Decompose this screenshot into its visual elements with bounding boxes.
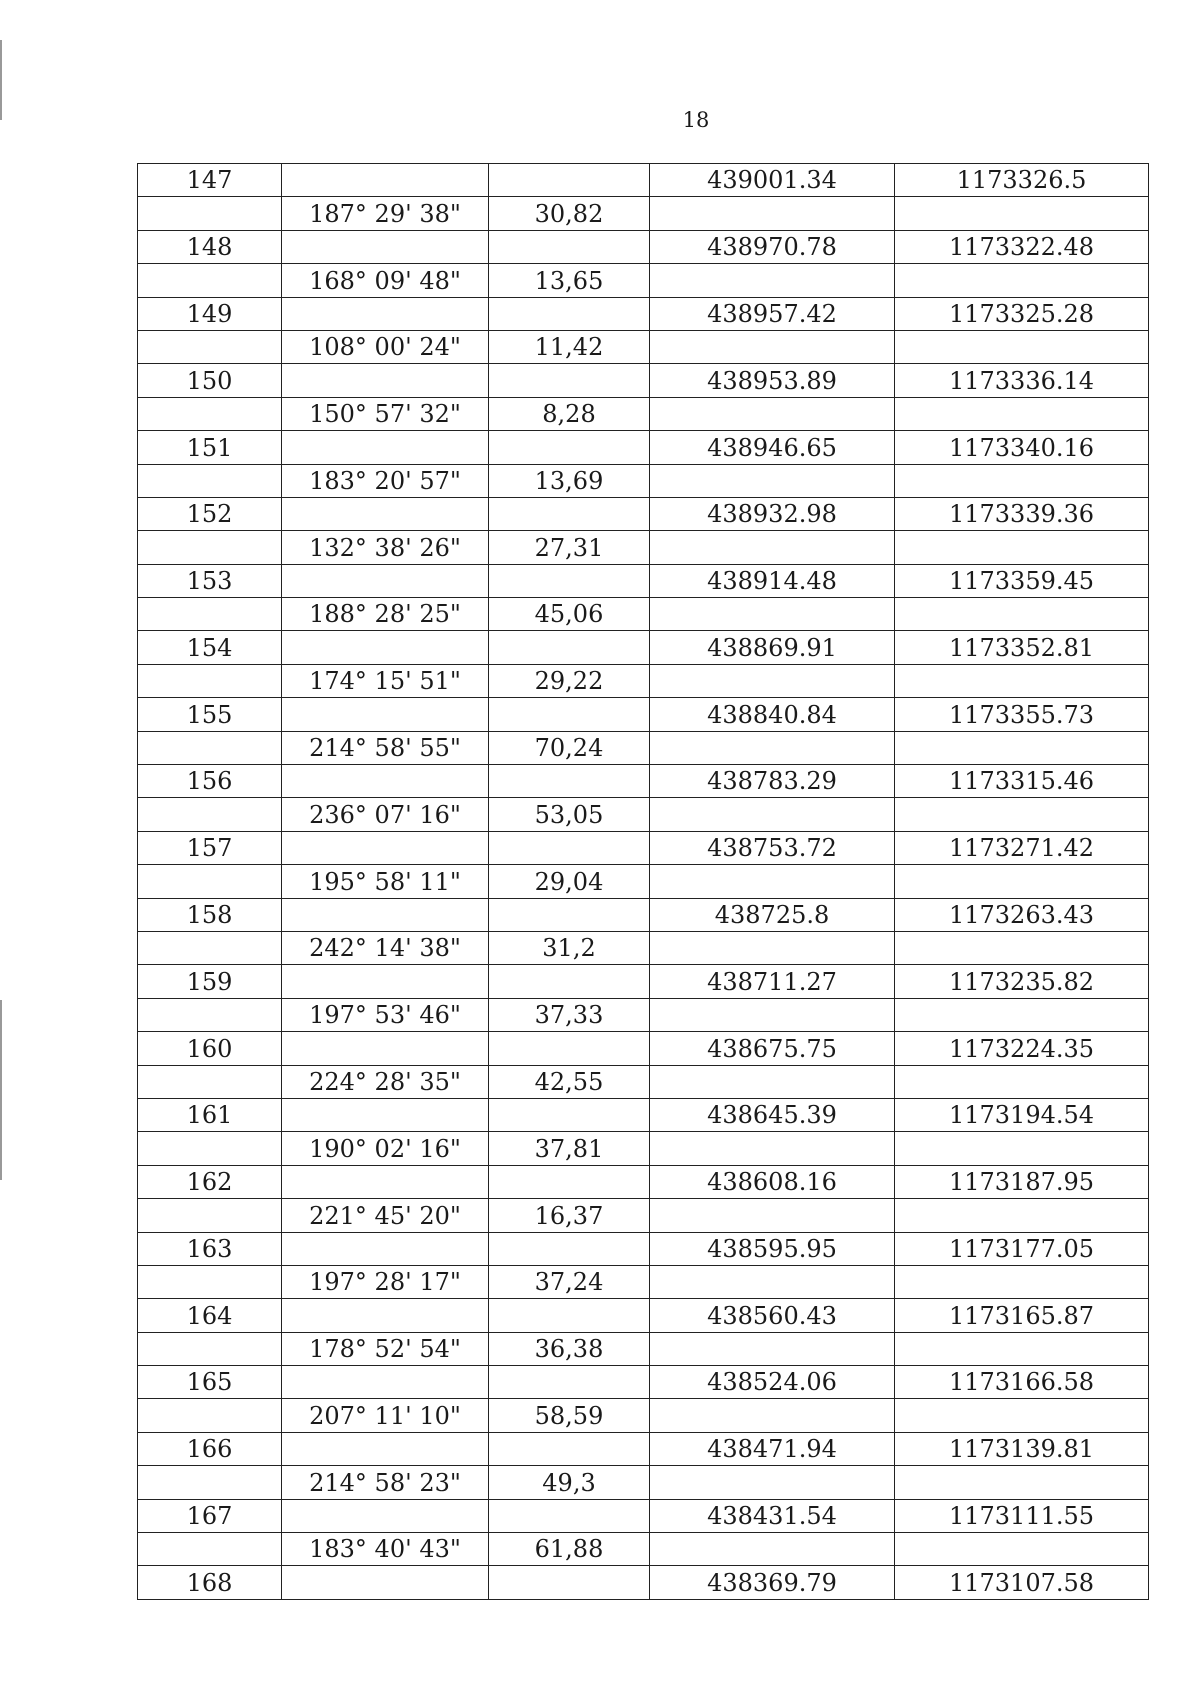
x-coordinate-cell: 439001.34 xyxy=(650,164,895,197)
point-number-cell xyxy=(138,731,282,764)
point-number-cell xyxy=(138,264,282,297)
y-coordinate-cell: 1173263.43 xyxy=(895,898,1149,931)
y-coordinate-cell xyxy=(895,1332,1149,1365)
x-coordinate-cell xyxy=(650,798,895,831)
point-number-cell: 162 xyxy=(138,1165,282,1198)
distance-cell: 29,22 xyxy=(489,664,650,697)
table-row xyxy=(138,698,1149,731)
distance-cell xyxy=(489,1032,650,1065)
y-coordinate-cell: 1173322.48 xyxy=(895,230,1149,263)
y-coordinate-cell xyxy=(895,798,1149,831)
table-row xyxy=(138,330,1149,363)
y-coordinate-cell: 1173194.54 xyxy=(895,1098,1149,1131)
bearing-angle-cell: 195° 58' 11" xyxy=(282,865,489,898)
distance-cell xyxy=(489,1366,650,1399)
bearing-angle-cell: 207° 11' 10" xyxy=(282,1399,489,1432)
table-row xyxy=(138,364,1149,397)
distance-cell xyxy=(489,1499,650,1532)
distance-cell: 53,05 xyxy=(489,798,650,831)
x-coordinate-cell xyxy=(650,531,895,564)
bearing-angle-cell xyxy=(282,1032,489,1065)
x-coordinate-cell xyxy=(650,464,895,497)
x-coordinate-cell: 438957.42 xyxy=(650,297,895,330)
distance-cell xyxy=(489,497,650,530)
x-coordinate-cell xyxy=(650,1132,895,1165)
y-coordinate-cell xyxy=(895,1399,1149,1432)
point-number-cell: 155 xyxy=(138,698,282,731)
bearing-angle-cell: 174° 15' 51" xyxy=(282,664,489,697)
distance-cell xyxy=(489,364,650,397)
bearing-angle-cell: 183° 40' 43" xyxy=(282,1533,489,1566)
y-coordinate-cell: 1173107.58 xyxy=(895,1566,1149,1599)
x-coordinate-cell: 438753.72 xyxy=(650,831,895,864)
y-coordinate-cell xyxy=(895,330,1149,363)
bearing-angle-cell: 197° 28' 17" xyxy=(282,1265,489,1298)
x-coordinate-cell xyxy=(650,1399,895,1432)
x-coordinate-cell xyxy=(650,731,895,764)
x-coordinate-cell: 438914.48 xyxy=(650,564,895,597)
bearing-angle-cell: 108° 00' 24" xyxy=(282,330,489,363)
point-number-cell xyxy=(138,330,282,363)
point-number-cell: 161 xyxy=(138,1098,282,1131)
point-number-cell xyxy=(138,197,282,230)
distance-cell xyxy=(489,1098,650,1131)
x-coordinate-cell xyxy=(650,1199,895,1232)
x-coordinate-cell: 438711.27 xyxy=(650,965,895,998)
point-number-cell xyxy=(138,931,282,964)
distance-cell xyxy=(489,164,650,197)
table-row xyxy=(138,297,1149,330)
y-coordinate-cell xyxy=(895,397,1149,430)
distance-cell xyxy=(489,297,650,330)
distance-cell: 70,24 xyxy=(489,731,650,764)
x-coordinate-cell: 438560.43 xyxy=(650,1299,895,1332)
distance-cell xyxy=(489,1432,650,1465)
x-coordinate-cell: 438431.54 xyxy=(650,1499,895,1532)
point-number-cell: 156 xyxy=(138,765,282,798)
distance-cell xyxy=(489,564,650,597)
table-row xyxy=(138,1366,1149,1399)
x-coordinate-cell xyxy=(650,197,895,230)
y-coordinate-cell: 1173224.35 xyxy=(895,1032,1149,1065)
table-row xyxy=(138,197,1149,230)
bearing-angle-cell xyxy=(282,1098,489,1131)
y-coordinate-cell: 1173187.95 xyxy=(895,1165,1149,1198)
x-coordinate-cell: 438932.98 xyxy=(650,497,895,530)
y-coordinate-cell: 1173111.55 xyxy=(895,1499,1149,1532)
point-number-cell xyxy=(138,1199,282,1232)
bearing-angle-cell: 188° 28' 25" xyxy=(282,598,489,631)
point-number-cell: 148 xyxy=(138,230,282,263)
point-number-cell: 164 xyxy=(138,1299,282,1332)
y-coordinate-cell xyxy=(895,1132,1149,1165)
table-row xyxy=(138,497,1149,530)
bearing-angle-cell: 168° 09' 48" xyxy=(282,264,489,297)
distance-cell xyxy=(489,230,650,263)
distance-cell: 11,42 xyxy=(489,330,650,363)
x-coordinate-cell: 438369.79 xyxy=(650,1566,895,1599)
distance-cell xyxy=(489,831,650,864)
point-number-cell: 147 xyxy=(138,164,282,197)
y-coordinate-cell xyxy=(895,197,1149,230)
table-row xyxy=(138,1132,1149,1165)
bearing-angle-cell xyxy=(282,765,489,798)
bearing-angle-cell xyxy=(282,431,489,464)
point-number-cell xyxy=(138,865,282,898)
distance-cell: 13,69 xyxy=(489,464,650,497)
x-coordinate-cell: 438953.89 xyxy=(650,364,895,397)
table-row xyxy=(138,1432,1149,1465)
point-number-cell: 153 xyxy=(138,564,282,597)
table-row xyxy=(138,1065,1149,1098)
distance-cell: 45,06 xyxy=(489,598,650,631)
bearing-angle-cell: 236° 07' 16" xyxy=(282,798,489,831)
bearing-angle-cell: 132° 38' 26" xyxy=(282,531,489,564)
point-number-cell: 157 xyxy=(138,831,282,864)
point-number-cell: 166 xyxy=(138,1432,282,1465)
y-coordinate-cell xyxy=(895,731,1149,764)
point-number-cell xyxy=(138,1132,282,1165)
x-coordinate-cell: 438783.29 xyxy=(650,765,895,798)
y-coordinate-cell xyxy=(895,865,1149,898)
x-coordinate-cell xyxy=(650,998,895,1031)
point-number-cell: 150 xyxy=(138,364,282,397)
point-number-cell: 154 xyxy=(138,631,282,664)
table-row xyxy=(138,1466,1149,1499)
point-number-cell xyxy=(138,598,282,631)
x-coordinate-cell xyxy=(650,598,895,631)
point-number-cell: 149 xyxy=(138,297,282,330)
y-coordinate-cell: 1173315.46 xyxy=(895,765,1149,798)
bearing-angle-cell xyxy=(282,1299,489,1332)
table-row xyxy=(138,598,1149,631)
y-coordinate-cell: 1173326.5 xyxy=(895,164,1149,197)
distance-cell: 37,81 xyxy=(489,1132,650,1165)
y-coordinate-cell xyxy=(895,998,1149,1031)
point-number-cell xyxy=(138,1265,282,1298)
point-number-cell xyxy=(138,798,282,831)
table-row xyxy=(138,1032,1149,1065)
table-row xyxy=(138,1098,1149,1131)
table-row xyxy=(138,564,1149,597)
bearing-angle-cell: 214° 58' 55" xyxy=(282,731,489,764)
bearing-angle-cell xyxy=(282,230,489,263)
distance-cell xyxy=(489,1165,650,1198)
point-number-cell: 152 xyxy=(138,497,282,530)
x-coordinate-cell xyxy=(650,397,895,430)
x-coordinate-cell: 438675.75 xyxy=(650,1032,895,1065)
table-row xyxy=(138,931,1149,964)
y-coordinate-cell: 1173336.14 xyxy=(895,364,1149,397)
y-coordinate-cell xyxy=(895,264,1149,297)
point-number-cell: 165 xyxy=(138,1366,282,1399)
x-coordinate-cell: 438725.8 xyxy=(650,898,895,931)
y-coordinate-cell: 1173340.16 xyxy=(895,431,1149,464)
distance-cell: 8,28 xyxy=(489,397,650,430)
bearing-angle-cell: 150° 57' 32" xyxy=(282,397,489,430)
point-number-cell xyxy=(138,464,282,497)
table-row xyxy=(138,998,1149,1031)
distance-cell xyxy=(489,965,650,998)
y-coordinate-cell: 1173177.05 xyxy=(895,1232,1149,1265)
table-row xyxy=(138,1399,1149,1432)
coordinates-table-body xyxy=(138,164,1149,1600)
x-coordinate-cell xyxy=(650,664,895,697)
point-number-cell: 159 xyxy=(138,965,282,998)
table-row xyxy=(138,898,1149,931)
y-coordinate-cell xyxy=(895,1466,1149,1499)
table-row xyxy=(138,531,1149,564)
distance-cell: 36,38 xyxy=(489,1332,650,1365)
point-number-cell xyxy=(138,397,282,430)
x-coordinate-cell: 438970.78 xyxy=(650,230,895,263)
distance-cell xyxy=(489,898,650,931)
distance-cell: 27,31 xyxy=(489,531,650,564)
y-coordinate-cell xyxy=(895,531,1149,564)
distance-cell xyxy=(489,431,650,464)
bearing-angle-cell xyxy=(282,297,489,330)
point-number-cell: 167 xyxy=(138,1499,282,1532)
y-coordinate-cell xyxy=(895,464,1149,497)
x-coordinate-cell: 438595.95 xyxy=(650,1232,895,1265)
y-coordinate-cell: 1173271.42 xyxy=(895,831,1149,864)
y-coordinate-cell: 1173139.81 xyxy=(895,1432,1149,1465)
bearing-angle-cell xyxy=(282,831,489,864)
y-coordinate-cell xyxy=(895,1265,1149,1298)
bearing-angle-cell xyxy=(282,1165,489,1198)
y-coordinate-cell: 1173325.28 xyxy=(895,297,1149,330)
point-number-cell xyxy=(138,998,282,1031)
x-coordinate-cell xyxy=(650,1533,895,1566)
point-number-cell xyxy=(138,1466,282,1499)
y-coordinate-cell: 1173352.81 xyxy=(895,631,1149,664)
distance-cell: 49,3 xyxy=(489,1466,650,1499)
scan-edge-mark xyxy=(0,40,2,120)
x-coordinate-cell xyxy=(650,1265,895,1298)
bearing-angle-cell xyxy=(282,1232,489,1265)
table-row xyxy=(138,1332,1149,1365)
bearing-angle-cell: 224° 28' 35" xyxy=(282,1065,489,1098)
point-number-cell xyxy=(138,531,282,564)
x-coordinate-cell xyxy=(650,1065,895,1098)
bearing-angle-cell xyxy=(282,1366,489,1399)
point-number-cell xyxy=(138,1533,282,1566)
table-row xyxy=(138,1499,1149,1532)
bearing-angle-cell xyxy=(282,698,489,731)
distance-cell xyxy=(489,765,650,798)
y-coordinate-cell: 1173165.87 xyxy=(895,1299,1149,1332)
distance-cell xyxy=(489,1232,650,1265)
table-row xyxy=(138,264,1149,297)
y-coordinate-cell xyxy=(895,598,1149,631)
bearing-angle-cell xyxy=(282,898,489,931)
table-row xyxy=(138,731,1149,764)
x-coordinate-cell xyxy=(650,1466,895,1499)
x-coordinate-cell: 438608.16 xyxy=(650,1165,895,1198)
table-row xyxy=(138,1165,1149,1198)
table-row xyxy=(138,965,1149,998)
distance-cell: 42,55 xyxy=(489,1065,650,1098)
distance-cell xyxy=(489,1299,650,1332)
bearing-angle-cell: 221° 45' 20" xyxy=(282,1199,489,1232)
distance-cell xyxy=(489,631,650,664)
distance-cell: 58,59 xyxy=(489,1399,650,1432)
page-number: 18 xyxy=(682,108,710,132)
distance-cell: 16,37 xyxy=(489,1199,650,1232)
point-number-cell: 160 xyxy=(138,1032,282,1065)
bearing-angle-cell: 242° 14' 38" xyxy=(282,931,489,964)
y-coordinate-cell xyxy=(895,931,1149,964)
distance-cell: 30,82 xyxy=(489,197,650,230)
distance-cell: 29,04 xyxy=(489,865,650,898)
x-coordinate-cell xyxy=(650,264,895,297)
table-row xyxy=(138,831,1149,864)
bearing-angle-cell xyxy=(282,631,489,664)
table-row xyxy=(138,464,1149,497)
y-coordinate-cell xyxy=(895,1065,1149,1098)
table-row xyxy=(138,1199,1149,1232)
scan-edge-mark xyxy=(0,1000,2,1180)
table-row xyxy=(138,798,1149,831)
y-coordinate-cell xyxy=(895,1199,1149,1232)
bearing-angle-cell: 178° 52' 54" xyxy=(282,1332,489,1365)
bearing-angle-cell: 183° 20' 57" xyxy=(282,464,489,497)
table-row xyxy=(138,1299,1149,1332)
point-number-cell xyxy=(138,664,282,697)
distance-cell xyxy=(489,1566,650,1599)
table-row xyxy=(138,230,1149,263)
x-coordinate-cell: 438869.91 xyxy=(650,631,895,664)
point-number-cell: 158 xyxy=(138,898,282,931)
distance-cell: 37,24 xyxy=(489,1265,650,1298)
table-row xyxy=(138,1232,1149,1265)
y-coordinate-cell xyxy=(895,664,1149,697)
bearing-angle-cell xyxy=(282,164,489,197)
table-row xyxy=(138,1566,1149,1599)
point-number-cell xyxy=(138,1065,282,1098)
x-coordinate-cell: 438946.65 xyxy=(650,431,895,464)
point-number-cell: 168 xyxy=(138,1566,282,1599)
x-coordinate-cell xyxy=(650,931,895,964)
point-number-cell xyxy=(138,1332,282,1365)
y-coordinate-cell: 1173166.58 xyxy=(895,1366,1149,1399)
bearing-angle-cell xyxy=(282,564,489,597)
bearing-angle-cell: 187° 29' 38" xyxy=(282,197,489,230)
y-coordinate-cell: 1173359.45 xyxy=(895,564,1149,597)
x-coordinate-cell xyxy=(650,330,895,363)
bearing-angle-cell xyxy=(282,1566,489,1599)
distance-cell: 37,33 xyxy=(489,998,650,1031)
x-coordinate-cell: 438840.84 xyxy=(650,698,895,731)
point-number-cell xyxy=(138,1399,282,1432)
y-coordinate-cell: 1173339.36 xyxy=(895,497,1149,530)
x-coordinate-cell: 438471.94 xyxy=(650,1432,895,1465)
x-coordinate-cell: 438645.39 xyxy=(650,1098,895,1131)
bearing-angle-cell: 214° 58' 23" xyxy=(282,1466,489,1499)
distance-cell xyxy=(489,698,650,731)
y-coordinate-cell: 1173235.82 xyxy=(895,965,1149,998)
point-number-cell: 163 xyxy=(138,1232,282,1265)
y-coordinate-cell: 1173355.73 xyxy=(895,698,1149,731)
bearing-angle-cell xyxy=(282,965,489,998)
bearing-angle-cell: 197° 53' 46" xyxy=(282,998,489,1031)
x-coordinate-cell xyxy=(650,1332,895,1365)
table-row xyxy=(138,631,1149,664)
distance-cell: 13,65 xyxy=(489,264,650,297)
bearing-angle-cell xyxy=(282,497,489,530)
table-row xyxy=(138,431,1149,464)
table-row xyxy=(138,397,1149,430)
table-row xyxy=(138,664,1149,697)
bearing-angle-cell xyxy=(282,364,489,397)
y-coordinate-cell xyxy=(895,1533,1149,1566)
distance-cell: 61,88 xyxy=(489,1533,650,1566)
point-number-cell: 151 xyxy=(138,431,282,464)
x-coordinate-cell: 438524.06 xyxy=(650,1366,895,1399)
coordinates-table xyxy=(137,163,1149,1600)
bearing-angle-cell xyxy=(282,1432,489,1465)
bearing-angle-cell: 190° 02' 16" xyxy=(282,1132,489,1165)
bearing-angle-cell xyxy=(282,1499,489,1532)
table-row xyxy=(138,164,1149,197)
table-row xyxy=(138,765,1149,798)
table-row xyxy=(138,865,1149,898)
table-row xyxy=(138,1533,1149,1566)
distance-cell: 31,2 xyxy=(489,931,650,964)
x-coordinate-cell xyxy=(650,865,895,898)
table-row xyxy=(138,1265,1149,1298)
